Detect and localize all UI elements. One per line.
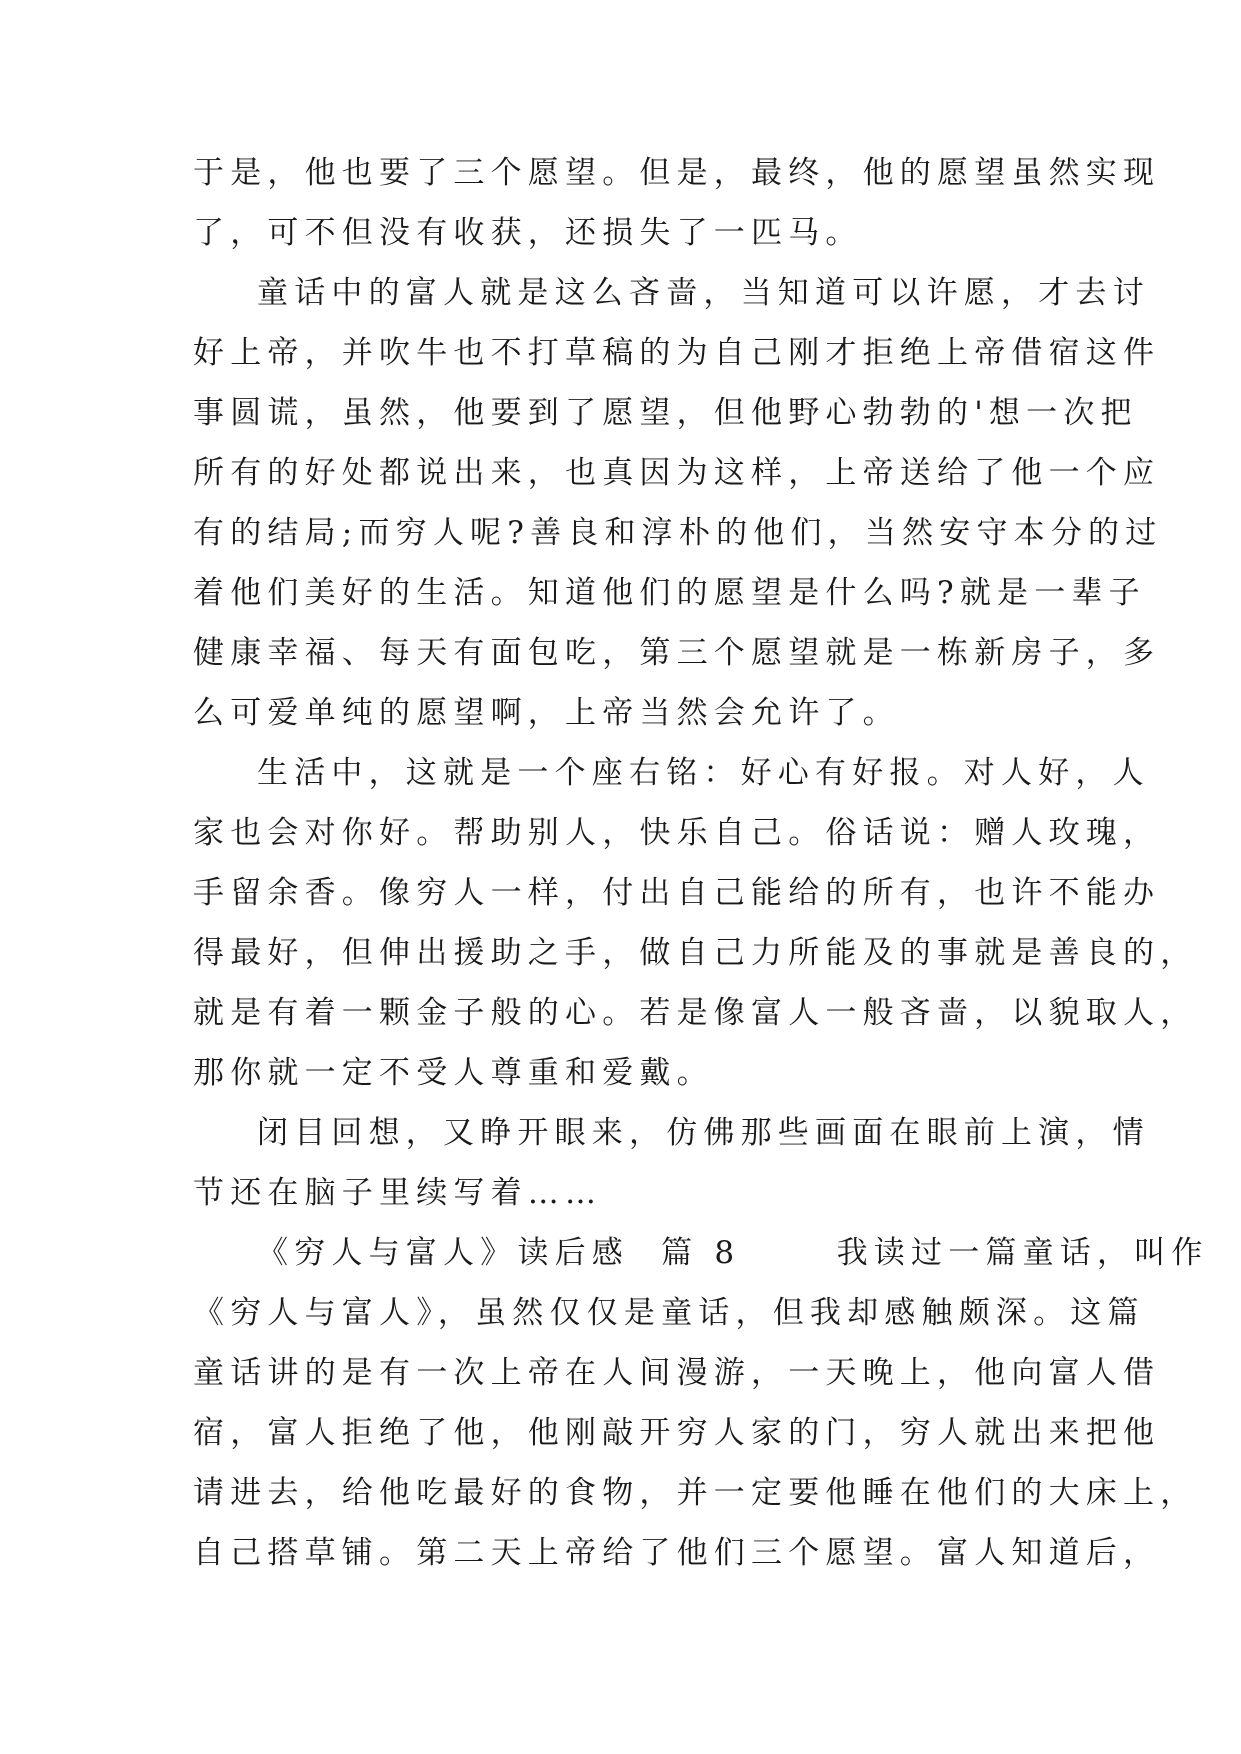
text-line: 家也会对你好。帮助别人，快乐自己。俗话说：赠人玫瑰， <box>193 815 1161 851</box>
text-line: 闭目回想，又睁开眼来，仿佛那些画面在眼前上演，情 <box>257 1115 1150 1151</box>
text-line: 了，可不但没有收获，还损失了一匹马。 <box>193 215 863 251</box>
text-line: 生活中，这就是一个座右铭：好心有好报。对人好，人 <box>257 755 1150 791</box>
text-line: 健康幸福、每天有面包吃，第三个愿望就是一栋新房子，多 <box>193 635 1161 671</box>
text-line: 事圆谎，虽然，他要到了愿望，但他野心勃勃的'想一次把 <box>193 395 1138 431</box>
section-heading-line: 《穷人与富人》读后感 篇 8 我读过一篇童话，叫作 <box>257 1235 1209 1271</box>
text-line: 自己搭草铺。第二天上帝给了他们三个愿望。富人知道后， <box>193 1535 1161 1571</box>
text-line: 于是，他也要了三个愿望。但是，最终，他的愿望虽然实现 <box>193 155 1161 191</box>
text-line: 好上帝，并吹牛也不打草稿的为自己刚才拒绝上帝借宿这件 <box>193 335 1161 371</box>
text-line: 童话中的富人就是这么吝啬，当知道可以许愿，才去讨 <box>257 275 1150 311</box>
text-line: 就是有着一颗金子般的心。若是像富人一般吝啬，以貌取人， <box>193 995 1198 1031</box>
text-line: 所有的好处都说出来，也真因为这样，上帝送给了他一个应 <box>193 455 1161 491</box>
text-line: 手留余香。像穷人一样，付出自己能给的所有，也许不能办 <box>193 875 1161 911</box>
text-line: 着他们美好的生活。知道他们的愿望是什么吗?就是一辈子 <box>193 575 1146 611</box>
text-line: 么可爱单纯的愿望啊，上帝当然会允许了。 <box>193 695 900 731</box>
text-line: 有的结局;而穷人呢?善良和淳朴的他们，当然安守本分的过 <box>193 515 1163 551</box>
text-line: 《穷人与富人》，虽然仅仅是童话，但我却感触颇深。这篇 <box>193 1295 1145 1331</box>
text-line: 得最好，但伸出援助之手，做自己力所能及的事就是善良的， <box>193 935 1198 971</box>
text-line: 请进去，给他吃最好的食物，并一定要他睡在他们的大床上， <box>193 1475 1198 1511</box>
text-line: 那你就一定不受人尊重和爱戴。 <box>193 1055 714 1091</box>
text-line: 节还在脑子里续写着…… <box>193 1175 603 1211</box>
text-line: 宿，富人拒绝了他，他刚敲开穷人家的门，穷人就出来把他 <box>193 1415 1161 1451</box>
text-line: 童话讲的是有一次上帝在人间漫游，一天晚上，他向富人借 <box>193 1355 1161 1391</box>
